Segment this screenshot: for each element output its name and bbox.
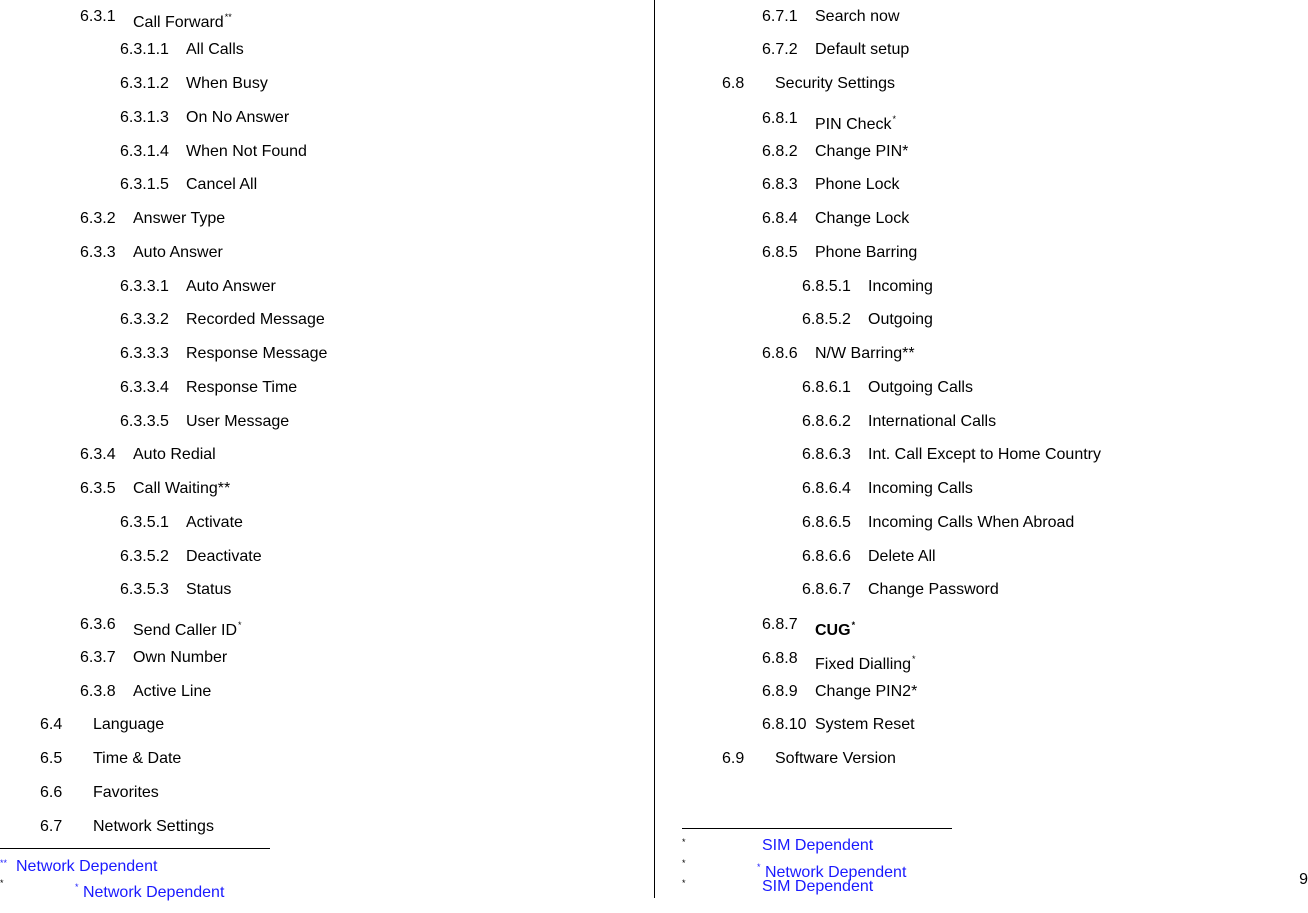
footnote-body [16, 857, 157, 877]
toc-entry-number: 6.3.1.1 [120, 41, 169, 58]
toc-entry-number: 6.8.2 [762, 143, 798, 160]
footnote-text: SIM Dependent [762, 837, 874, 854]
toc-entry-number: 6.3.3 [80, 244, 116, 261]
toc-entry-label [868, 310, 933, 330]
toc-entry-label-text: On No Answer [186, 109, 290, 126]
toc-entry-number: 6.3.3.5 [120, 413, 169, 430]
toc-entry-label [815, 109, 896, 135]
toc-entry-label-text: Send Caller ID [133, 622, 238, 639]
toc-entry-label [815, 615, 855, 641]
toc-entry-label-text: Own Number [133, 649, 228, 666]
footnote-rule-left [0, 848, 270, 849]
footnote-inner-marker: * [75, 882, 79, 892]
footnote-marker: * [912, 654, 916, 664]
toc-entry-label-text: Phone Barring [815, 244, 918, 261]
toc-entry-label [186, 74, 268, 94]
toc-entry-label [133, 682, 211, 702]
column-divider [654, 0, 655, 898]
toc-entry-number: 6.3.3.4 [120, 379, 169, 396]
toc-entry-label [868, 479, 973, 499]
toc-entry-number: 6.3.1.3 [120, 109, 169, 126]
toc-entry-label-text: Response Message [186, 345, 328, 362]
toc-entry-number: 6.8.10 [762, 716, 807, 733]
toc-entry-label-text: PIN Check [815, 116, 892, 133]
toc-entry-label [186, 580, 231, 600]
toc-entry-label [133, 648, 227, 668]
toc-entry-number: 6.3.6 [80, 616, 116, 633]
toc-entry-number: 6.3.5.1 [120, 514, 169, 531]
toc-entry-number: 6.8.8 [762, 650, 798, 667]
toc-entry-number: 6.8.1 [762, 110, 798, 127]
toc-entry-label [133, 445, 216, 465]
toc-entry-label-text: Language [93, 716, 165, 733]
toc-entry-label [775, 74, 895, 94]
toc-entry-number: 6.8.6.1 [802, 379, 851, 396]
toc-entry-number: 6.3.3.1 [120, 278, 169, 295]
footnote-marker: * [0, 878, 4, 888]
footnote-marker: * [682, 878, 686, 888]
toc-entry-label [186, 142, 307, 162]
toc-entry-label-text: Incoming Calls When Abroad [868, 514, 1075, 531]
toc-entry-label [815, 7, 900, 27]
toc-entry-label [93, 749, 181, 769]
toc-entry-number: 6.5 [40, 750, 63, 767]
toc-entry-label-text: Incoming Calls [868, 480, 973, 497]
toc-entry-label [186, 310, 325, 330]
toc-entry-number: 6.8.6.5 [802, 514, 851, 531]
footnote-marker: * [892, 114, 896, 124]
toc-entry-label [815, 175, 900, 195]
toc-entry-label [815, 715, 915, 735]
toc-entry-label [186, 344, 327, 364]
toc-entry-label-text: Search now [815, 8, 900, 25]
footnote-inner-marker: * [757, 862, 761, 872]
toc-entry-label [186, 412, 289, 432]
toc-entry-number: 6.3.5.2 [120, 548, 169, 565]
toc-entry-label-text: Response Time [186, 379, 298, 396]
toc-entry-label-text: Recorded Message [186, 311, 325, 328]
toc-entry-label [815, 649, 916, 675]
toc-entry-label-text: Status [186, 581, 232, 598]
toc-entry-label-text: Activate [186, 514, 243, 531]
toc-entry-label [133, 479, 230, 499]
toc-entry-label-text: Phone Lock [815, 176, 900, 193]
toc-entry-label [815, 142, 908, 162]
toc-entry-label-text: CUG [815, 622, 851, 639]
toc-entry-label-text: Call Forward [133, 14, 224, 31]
toc-entry-label-text: Change PIN* [815, 143, 909, 160]
toc-entry-label [133, 7, 232, 33]
toc-entry-label-text: User Message [186, 413, 290, 430]
toc-entry-number: 6.3.2 [80, 210, 116, 227]
toc-entry-number: 6.8.6.4 [802, 480, 851, 497]
toc-entry-label [186, 277, 276, 297]
toc-entry-label [133, 209, 225, 229]
toc-entry-number: 6.7.2 [762, 41, 798, 58]
toc-entry-label-text: Call Waiting** [133, 480, 231, 497]
toc-entry-label [93, 817, 214, 837]
toc-entry-label-text: Auto Redial [133, 446, 216, 463]
toc-entry-label [868, 445, 1101, 465]
toc-entry-number: 6.9 [722, 750, 745, 767]
footnote-body [762, 836, 873, 856]
toc-entry-label-text: Outgoing [868, 311, 933, 328]
footnote-text: Network Dependent [16, 858, 158, 875]
toc-entry-number: 6.6 [40, 784, 63, 801]
page-number: 9 [1299, 871, 1308, 888]
toc-entry-label [775, 749, 896, 769]
footnote-marker: * [238, 620, 242, 630]
toc-entry-number: 6.8.6.3 [802, 446, 851, 463]
toc-entry-label [868, 513, 1074, 533]
toc-entry-number: 6.3.1.5 [120, 176, 169, 193]
toc-entry-label-text: Incoming [868, 278, 933, 295]
toc-entry-number: 6.4 [40, 716, 63, 733]
toc-entry-label [815, 243, 917, 263]
toc-entry-label-text: Change Lock [815, 210, 910, 227]
toc-entry-label-text: Deactivate [186, 548, 262, 565]
toc-entry-label-text: Network Settings [93, 818, 214, 835]
toc-entry-label-text: Cancel All [186, 176, 258, 193]
toc-entry-number: 6.3.7 [80, 649, 116, 666]
footnote-text: Network Dependent [82, 884, 225, 901]
toc-entry-number: 6.3.1.4 [120, 143, 169, 160]
footnote-text: SIM Dependent [762, 878, 874, 895]
toc-entry-label-text: Outgoing Calls [868, 379, 973, 396]
toc-entry-label-text: N/W Barring** [815, 345, 915, 362]
toc-entry-label [93, 783, 159, 803]
toc-entry-label-text: Security Settings [775, 75, 896, 92]
footnote-text: Network Dependent [764, 864, 907, 881]
toc-entry-label [868, 378, 973, 398]
toc-entry-number: 6.8.6.7 [802, 581, 851, 598]
toc-entry-number: 6.7 [40, 818, 63, 835]
footnote-marker: * [682, 837, 686, 847]
toc-entry-number: 6.8.6 [762, 345, 798, 362]
toc-entry-label [186, 175, 257, 195]
toc-entry-label-text: Active Line [133, 683, 212, 700]
toc-entry-number: 6.8.5.1 [802, 278, 851, 295]
toc-entry-label-text: Change Password [868, 581, 999, 598]
toc-entry-label-text: Auto Answer [133, 244, 223, 261]
toc-entry-label-text: Answer Type [133, 210, 226, 227]
toc-entry-label [133, 615, 242, 641]
toc-entry-label [868, 412, 996, 432]
footnote-body [762, 877, 873, 897]
toc-entry-label-text: Default setup [815, 41, 910, 58]
toc-entry-label-text: Int. Call Except to Home Country [868, 446, 1101, 463]
toc-entry-number: 6.8.3 [762, 176, 798, 193]
toc-entry-number: 6.3.3.3 [120, 345, 169, 362]
toc-entry-label-text: When Busy [186, 75, 268, 92]
toc-entry-number: 6.8.4 [762, 210, 798, 227]
toc-entry-number: 6.3.1 [80, 8, 116, 25]
toc-entry-number: 6.3.1.2 [120, 75, 169, 92]
toc-entry-number: 6.7.1 [762, 8, 798, 25]
toc-entry-number: 6.3.4 [80, 446, 116, 463]
toc-entry-label-text: Software Version [775, 750, 896, 767]
toc-entry-number: 6.8.6.6 [802, 548, 851, 565]
toc-entry-number: 6.3.3.2 [120, 311, 169, 328]
toc-entry-label [868, 547, 936, 567]
toc-entry-number: 6.8.5.2 [802, 311, 851, 328]
toc-entry-number: 6.8.7 [762, 616, 798, 633]
toc-entry-number: 6.8.5 [762, 244, 798, 261]
toc-entry-label [186, 513, 243, 533]
toc-entry-label-text: System Reset [815, 716, 915, 733]
footnote-marker: ** [224, 12, 232, 22]
toc-entry-label-text: Change PIN2* [815, 683, 918, 700]
toc-entry-label [868, 580, 999, 600]
toc-entry-number: 6.3.8 [80, 683, 116, 700]
toc-entry-label [186, 108, 289, 128]
toc-entry-label [133, 243, 223, 263]
toc-entry-label [815, 40, 909, 60]
toc-entry-label-text: When Not Found [186, 143, 307, 160]
toc-entry-label-text: Auto Answer [186, 278, 276, 295]
toc-entry-label-text: All Calls [186, 41, 244, 58]
footnote-body [75, 877, 224, 903]
footnote-rule-right [682, 828, 952, 829]
footnote-marker: ** [0, 858, 8, 868]
footnote-marker: * [682, 858, 686, 868]
toc-entry-label [186, 40, 244, 60]
toc-entry-label-text: Favorites [93, 784, 159, 801]
toc-entry-label [815, 344, 915, 364]
toc-entry-label-text: International Calls [868, 413, 997, 430]
toc-entry-label [815, 682, 917, 702]
toc-entry-label [868, 277, 933, 297]
toc-entry-number: 6.8 [722, 75, 745, 92]
toc-entry-number: 6.3.5 [80, 480, 116, 497]
toc-entry-label [186, 378, 297, 398]
toc-entry-label-text: Time & Date [93, 750, 182, 767]
toc-entry-label [93, 715, 164, 735]
toc-entry-label-text: Fixed Dialling [815, 656, 912, 673]
toc-entry-label [815, 209, 909, 229]
toc-entry-number: 6.3.5.3 [120, 581, 169, 598]
toc-entry-number: 6.8.9 [762, 683, 798, 700]
toc-entry-label-text: Delete All [868, 548, 936, 565]
toc-entry-number: 6.8.6.2 [802, 413, 851, 430]
footnote-marker: * [851, 620, 856, 630]
toc-entry-label [186, 547, 262, 567]
